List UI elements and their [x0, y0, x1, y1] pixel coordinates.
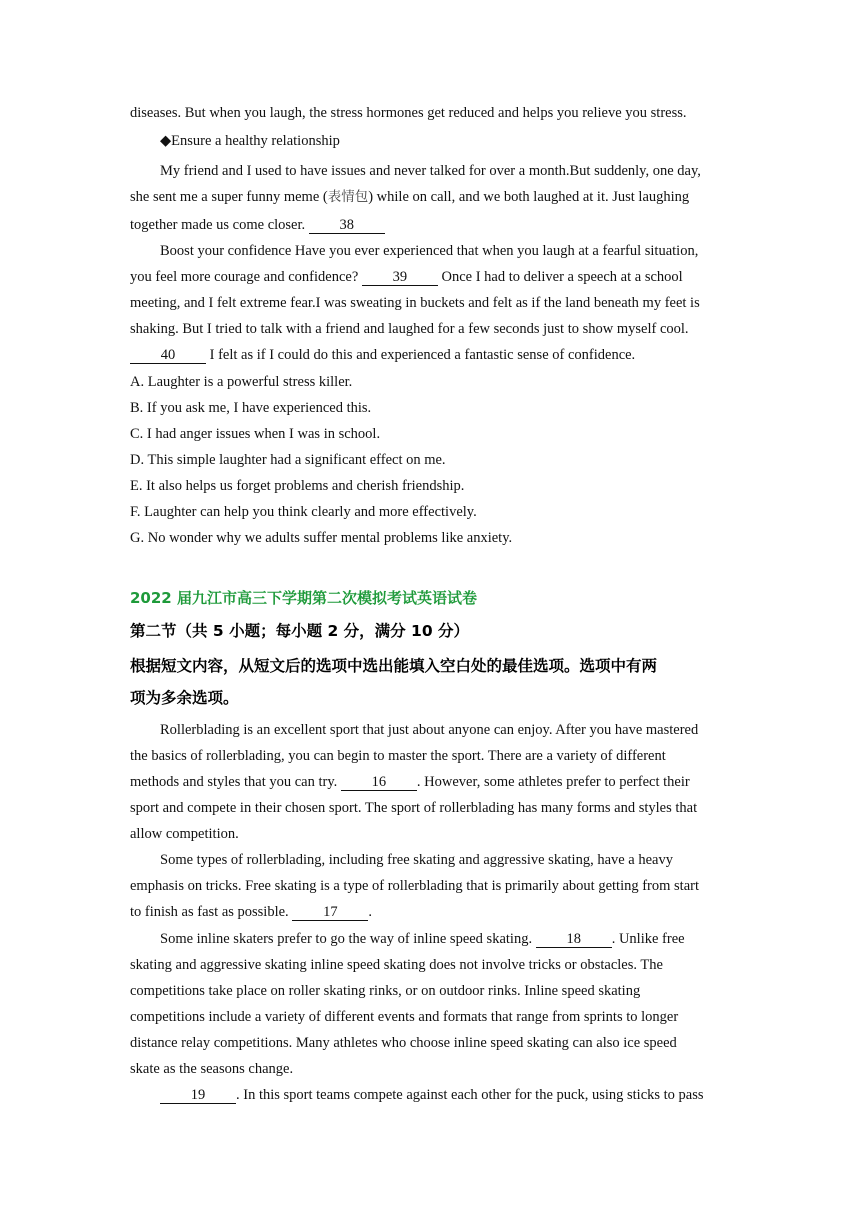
paragraph-line: diseases. But when you laugh, the stress hormones get reduced and helps you relieve you stress.: [130, 105, 687, 121]
paragraph-line: [130, 215, 385, 235]
paragraph-line: Boost your confidence Have you ever experienced that when you laugh at a fearful situation,: [160, 243, 699, 259]
answer-blank-39[interactable]: 39: [362, 269, 438, 286]
exam-title: 2022 届九江市高三下学期第二次模拟考试英语试卷: [130, 589, 477, 607]
paragraph-line: [130, 772, 690, 792]
answer-blank-16[interactable]: 16: [341, 774, 417, 791]
instruction-line: 根据短文内容，从短文后的选项中选出能填入空白处的最佳选项。选项中有两: [130, 657, 658, 675]
text-run: she sent me a super funny meme (: [130, 189, 328, 205]
option-item: D. This simple laughter had a significant effect on me.: [130, 452, 446, 468]
text-run: . In this sport teams compete against each other for the puck, using sticks to pass: [236, 1087, 704, 1103]
diamond-bullet-icon: ◆: [160, 133, 172, 149]
option-item: A. Laughter is a powerful stress killer.: [130, 374, 353, 390]
text-run: you feel more courage and confidence?: [130, 269, 359, 285]
text-run: together made us come closer.: [130, 217, 306, 233]
chinese-gloss: 表情包: [327, 189, 369, 205]
text-run: to finish as fast as possible.: [130, 904, 289, 920]
text-run: Once I had to deliver a speech at a school: [441, 269, 683, 285]
text-run: . However, some athletes prefer to perfect their: [416, 774, 690, 790]
paragraph-line: skate as the seasons change.: [130, 1061, 294, 1077]
paragraph-line: [130, 187, 689, 207]
paragraph-line: sport and compete in their chosen sport. The sport of rollerblading has many forms and styles that: [130, 800, 698, 816]
answer-blank-19[interactable]: 19: [160, 1087, 236, 1104]
paragraph-line: distance relay competitions. Many athletes who choose inline speed skating can also ice speed: [130, 1035, 677, 1051]
paragraph-line: emphasis on tricks. Free skating is a type of rollerblading that is primarily about getting from start: [130, 878, 700, 894]
paragraph-line: [160, 929, 685, 949]
paragraph-line: Some types of rollerblading, including free skating and aggressive skating, have a heavy: [160, 852, 673, 868]
text-run: ) while on call, and we both laughed at it. Just laughing: [368, 189, 690, 205]
text-run: methods and styles that you can try.: [130, 774, 338, 790]
text-run: .: [368, 904, 372, 920]
paragraph-line: the basics of rollerblading, you can begin to master the sport. There are a variety of different: [130, 748, 666, 764]
option-item: E. It also helps us forget problems and cherish friendship.: [130, 478, 465, 494]
paragraph-line: skating and aggressive skating inline speed skating does not involve tricks or obstacles. The: [130, 957, 663, 973]
paragraph-line: meeting, and I felt extreme fear.I was sweating in buckets and felt as if the land beneath my feet is: [130, 295, 700, 311]
text-run: I felt as if I could do this and experienced a fantastic sense of confidence.: [209, 347, 636, 363]
paragraph-line: competitions take place on roller skating rinks, or on outdoor rinks. Inline speed skating: [130, 983, 641, 999]
bullet-heading-text: Ensure a healthy relationship: [171, 133, 340, 149]
section-heading: 第二节（共 5 小题；每小题 2 分，满分 10 分）: [130, 622, 470, 640]
text-run: Some inline skaters prefer to go the way of inline speed skating.: [160, 931, 533, 947]
paragraph-line: My friend and I used to have issues and never talked for over a month.But suddenly, one day,: [160, 163, 701, 179]
paragraph-line: [130, 267, 683, 287]
text-run: . Unlike free: [611, 931, 685, 947]
option-item: F. Laughter can help you think clearly and more effectively.: [130, 504, 477, 520]
paragraph-line: Rollerblading is an excellent sport that just about anyone can enjoy. After you have mastered: [160, 722, 699, 738]
paragraph-line: [130, 345, 635, 365]
instruction-line: 项为多余选项。: [130, 689, 239, 707]
option-item: G. No wonder why we adults suffer mental problems like anxiety.: [130, 530, 513, 546]
answer-blank-18[interactable]: 18: [536, 931, 612, 948]
paragraph-line: [160, 1085, 704, 1105]
paragraph-line: allow competition.: [130, 826, 239, 842]
paragraph-line: [130, 902, 372, 922]
paragraph-line: competitions include a variety of different events and formats that range from sprints to longer: [130, 1009, 679, 1025]
bullet-heading: [160, 131, 340, 151]
answer-blank-40[interactable]: 40: [130, 347, 206, 364]
answer-blank-38[interactable]: 38: [309, 217, 385, 234]
answer-blank-17[interactable]: 17: [292, 904, 368, 921]
option-item: B. If you ask me, I have experienced this.: [130, 400, 372, 416]
option-item: C. I had anger issues when I was in school.: [130, 426, 381, 442]
paragraph-line: shaking. But I tried to talk with a friend and laughed for a few seconds just to show myself cool.: [130, 321, 689, 337]
